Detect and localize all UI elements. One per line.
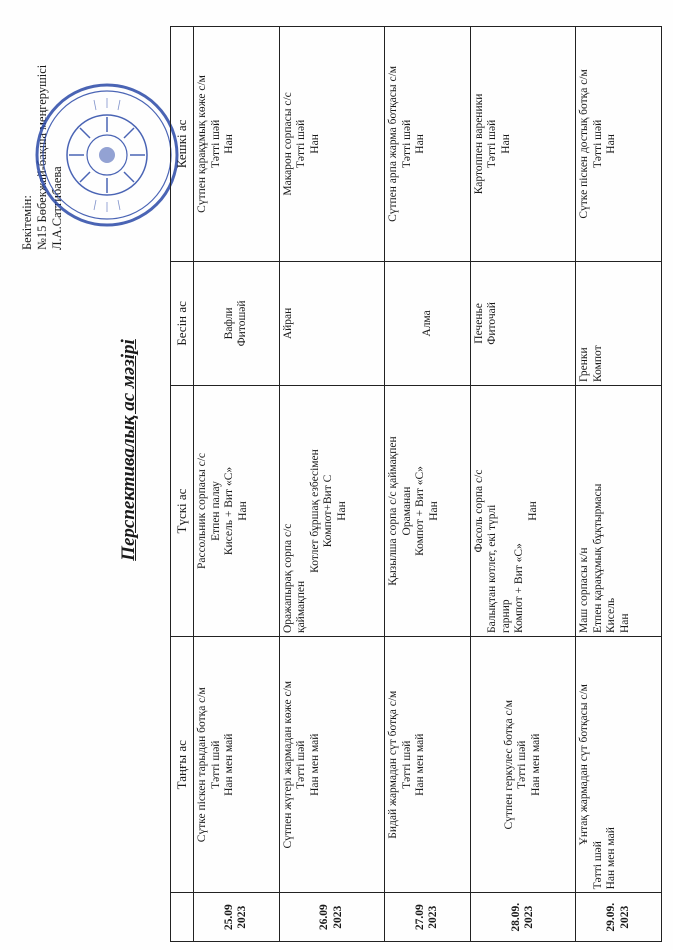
approval-label: Бекітемін: [20,195,34,250]
table-row [576,27,662,942]
date-cell: 29.09. 2023 [576,893,662,942]
menu-table [170,26,662,942]
date-cell: 26.09 2023 [279,893,384,942]
snack-cell: Вафли Фитошәй [194,261,280,385]
snack-cell: Печенье Фиточай [470,261,575,385]
dinner-cell: Картоппен вареники Тәтті шәй Нан [470,27,575,262]
column-header: Кешкі ас [171,27,194,262]
dinner-cell: Сүтпен қарақұмық көже с/м Тәтті шәй Нан [194,27,280,262]
breakfast-cell: Сүтке піскен тарыдан ботқа с/м Тәтті шәй Нан мен май [194,637,280,893]
snack-cell: Айран [279,261,384,385]
breakfast-cell: Сүтпен геркулес ботқа с/м Тәтті шәй Нан мен май [470,637,575,893]
lunch-cell: Қызылша сорпа с/с қаймақпен Ораманан Компот + Вит «С» Нан [385,386,471,637]
date-cell: 27.09 2023 [385,893,471,942]
dinner-cell: Макарон сорпасы с/с Тәтті шәй Нан [279,27,384,262]
dinner-cell: Сүтпен арпа жарма ботқасы с/м Тәтті шәй Нан [385,27,471,262]
column-header: Бесін ас [171,261,194,385]
date-cell: 28.09. 2023 [470,893,575,942]
dinner-cell: Сүтке піскен достық ботқа с/м Тәтті шәй Нан [576,27,662,262]
lunch-cell: Фасоль сорпа с/с Балықтан котлет, екі түрлі гарнир Компот + Вит «С» Нан [470,386,575,637]
breakfast-cell: Ұнтақ жармадан сүт ботқасы с/м Тәтті шәй Нан мен май [576,637,662,893]
column-header: Түскі ас [171,386,194,637]
page-title: Перспективалық ас мәзірі [118,339,139,561]
column-header [171,893,194,942]
snack-cell: Гренки Компот [576,261,662,385]
breakfast-cell: Бидай жармадан сүт ботқа с/м Тәтті шәй Нан мен май [385,637,471,893]
table-row [385,27,471,942]
snack-cell: Алма [385,261,471,385]
breakfast-cell: Сүтпен жүгері жармадан көже с/м Тәтті шәй Нан мен май [279,637,384,893]
table-header-row [171,27,194,942]
official-stamp-icon [32,80,182,230]
date-cell: 25.09 2023 [194,893,280,942]
table-row [470,27,575,942]
table-row [279,27,384,942]
lunch-cell: Оражапырақ сорпа с/с қаймақпен Котлет бұршақ езбесімен Компот+Вит С Нан [279,386,384,637]
table-row [194,27,280,942]
column-header: Таңғы ас [171,637,194,893]
lunch-cell: Маш сорпасы к/н Етпен қарақұмық бұқтырмасы Кисель Нан [576,386,662,637]
lunch-cell: Рассольник сорпасы с/с Етпен палау Кисель + Вит «С» Нан [194,386,280,637]
approval-org: №15 Бөбекжай-бақша меңгерушісі [35,64,49,250]
approval-name: Л.А.Саттибаева [50,166,64,250]
